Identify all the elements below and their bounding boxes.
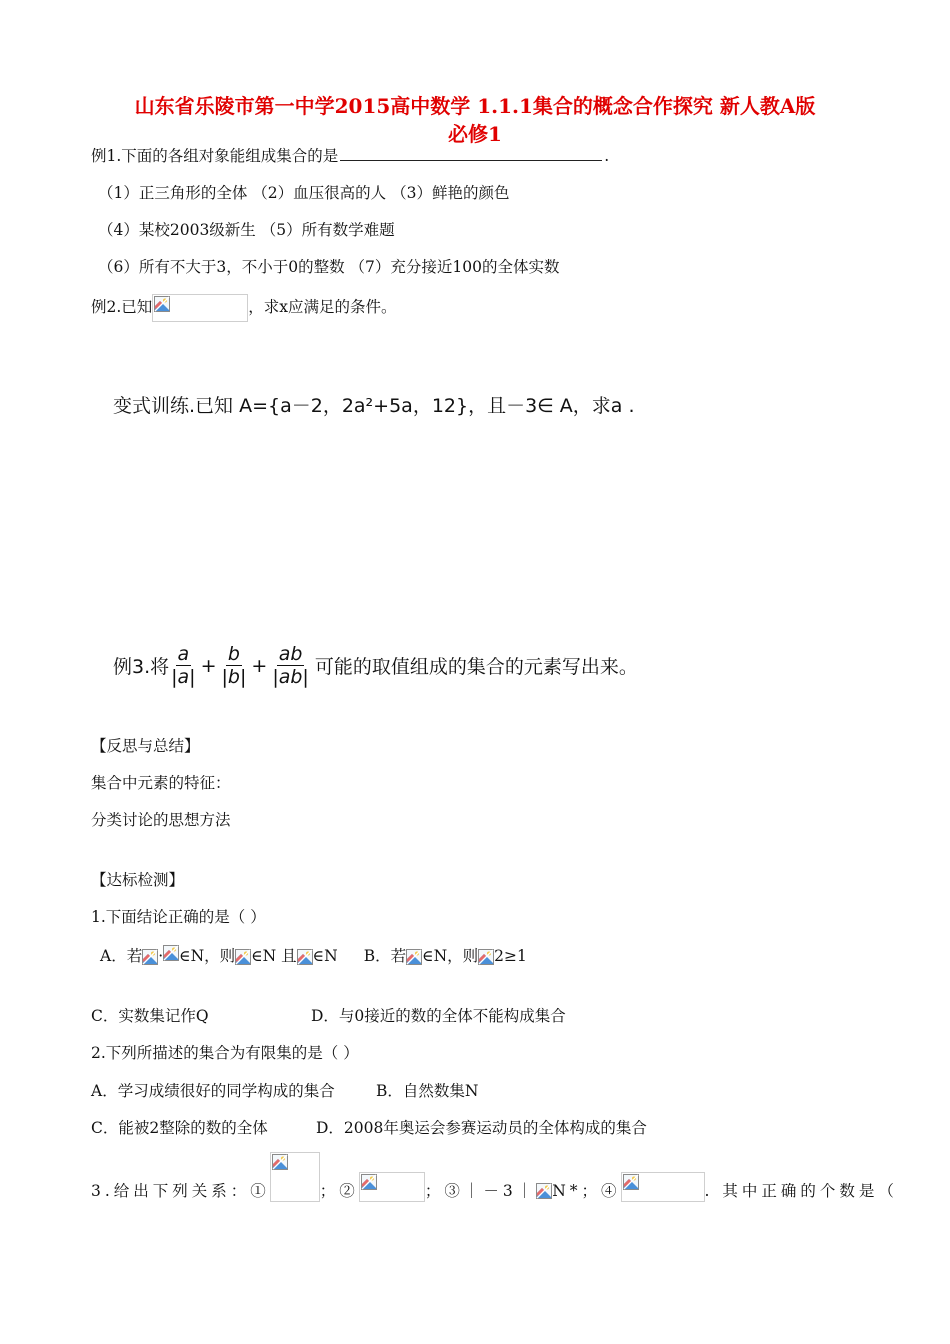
title-line-1: 山东省乐陵市第一中学2015高中数学 1.1.1集合的概念合作探究 新人教A版 bbox=[134, 94, 816, 118]
broken-image-icon bbox=[235, 949, 251, 965]
title-line-2: 必修1 bbox=[448, 122, 502, 146]
plus-sign: + bbox=[251, 654, 268, 677]
variant-exercise: 变式训练.已知 A={a－2，2a²+5a，12}，且－3∈ A，求a . bbox=[113, 395, 635, 417]
fraction-2-numerator: b bbox=[227, 643, 240, 665]
option-a-text-2: ∈N 且 bbox=[251, 947, 297, 965]
option-a-label: A．若 bbox=[100, 947, 143, 965]
option-b-text-2: 2≥1 bbox=[494, 947, 527, 965]
option-b-text-1: ∈N，则 bbox=[422, 947, 479, 965]
question-2-option-b: B．自然数集N bbox=[376, 1082, 479, 1100]
broken-image-icon bbox=[623, 1174, 639, 1190]
example1-options-row1: （1）正三角形的全体 （2）血压很高的人 （3）鲜艳的颜色 bbox=[98, 184, 510, 202]
question-3-sep-2: ；③｜－3｜ bbox=[424, 1182, 537, 1200]
question-2-option-d: D．2008年奥运会参赛运动员的全体构成的集合 bbox=[316, 1119, 647, 1137]
example3-suffix: 可能的取值组成的集合的元素写出来。 bbox=[314, 656, 638, 678]
example1-options-row2: （4）某校2003级新生 （5）所有数学难题 bbox=[98, 221, 395, 239]
relation-4-image bbox=[621, 1172, 705, 1202]
broken-image-icon bbox=[478, 949, 494, 965]
relation-2-image bbox=[359, 1172, 425, 1202]
option-a-dot: · bbox=[158, 947, 164, 965]
fraction-1 bbox=[171, 643, 195, 688]
question-3-prefix: 3.给出下列关系：① bbox=[91, 1182, 270, 1200]
formula-image bbox=[152, 294, 248, 322]
broken-image-icon bbox=[406, 949, 422, 965]
question-3-sep-1: ；② bbox=[319, 1182, 359, 1200]
broken-image-icon bbox=[536, 1183, 552, 1199]
example2-prefix: 例2.已知 bbox=[91, 298, 153, 316]
example2 bbox=[91, 293, 397, 322]
question-2-stem: 2.下列所描述的集合为有限集的是（ ） bbox=[91, 1044, 359, 1062]
option-a-text-3: ∈N bbox=[312, 947, 338, 965]
relation-1-image bbox=[270, 1152, 320, 1202]
question-1-stem: 1.下面结论正确的是（ ） bbox=[91, 908, 266, 926]
question-3-suffix: . 其中正确的个数是（ bbox=[704, 1182, 898, 1200]
fraction-1-numerator: a bbox=[177, 643, 190, 665]
check-heading: 【达标检测】 bbox=[91, 871, 185, 889]
answer-blank bbox=[340, 145, 602, 161]
reflection-item-1: 集合中元素的特征： bbox=[91, 774, 231, 792]
fraction-3-numerator: ab bbox=[278, 643, 303, 665]
example1-stem bbox=[91, 145, 609, 167]
question-2-option-a: A．学习成绩很好的同学构成的集合 bbox=[91, 1082, 335, 1100]
question-3-text-3: N*；④ bbox=[552, 1182, 621, 1200]
fraction-3-denominator: |ab| bbox=[272, 666, 309, 688]
example1-stem-end: . bbox=[604, 147, 610, 165]
option-b-label: B．若 bbox=[363, 947, 407, 965]
example2-suffix: ，求x应满足的条件。 bbox=[248, 298, 397, 316]
example1-options-row3: （6）所有不大于3，不小于0的整数 （7）充分接近100的全体实数 bbox=[98, 258, 560, 276]
question-1-option-c: C．实数集记作Q bbox=[91, 1007, 209, 1025]
reflection-heading: 【反思与总结】 bbox=[91, 737, 200, 755]
fraction-2-denominator: |b| bbox=[221, 666, 247, 688]
fraction-3 bbox=[272, 643, 309, 688]
plus-sign: + bbox=[200, 654, 217, 677]
broken-image-icon bbox=[163, 945, 179, 961]
broken-image-icon bbox=[272, 1154, 288, 1170]
broken-image-icon bbox=[361, 1174, 377, 1190]
question-1-options-ab bbox=[100, 945, 527, 967]
broken-image-icon bbox=[142, 949, 158, 965]
broken-image-icon bbox=[154, 296, 170, 312]
reflection-item-2: 分类讨论的思想方法 bbox=[91, 811, 231, 829]
question-1-option-d: D．与0接近的数的全体不能构成集合 bbox=[311, 1007, 566, 1025]
question-2-option-c: C．能被2整除的数的全体 bbox=[91, 1119, 268, 1137]
example3 bbox=[113, 643, 638, 688]
broken-image-icon bbox=[297, 949, 313, 965]
option-a-text-1: ∈N，则 bbox=[179, 947, 236, 965]
question-3 bbox=[91, 1152, 898, 1202]
example3-prefix: 例3.将 bbox=[113, 656, 170, 678]
example1-stem-text: 例1.下面的各组对象能组成集合的是 bbox=[91, 147, 339, 165]
fraction-1-denominator: |a| bbox=[171, 666, 196, 688]
fraction-2 bbox=[222, 643, 247, 688]
